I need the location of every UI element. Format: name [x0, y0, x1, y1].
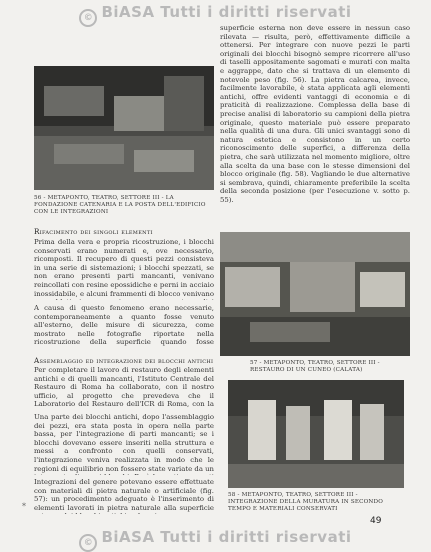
paragraph-top-right: superficie esterna non deve essere in nessun caso rilevata — risulta, però, effettivamente difficile a ottenersi. Per integrare con nuove pezzi le parti originali dei blocchi bisognò sempre ricorrere all'uso di taselli appositamente sagomati e murati con malta e aggrappe, dato che si trattava di un elemento di notevole peso (fig. 56). La pietra calcarea, invece, facilmente lavorabile, è stata applicata agli elementi antichi, offre evidenti vantaggi di economia e di praticità di realizzazione. Complessa della base di precise analisi di laboratorio su campioni della pietra originale, questo materiale può essere preparato nella qualità di una dura. Gli unici svantaggi sono di natura estetica e consistono in un certo riconoscimento delle superfici, a differenza della pietra, che sarà utilizzata nel momento migliore, oltre alla scelta da una base con le stesse dimensioni del blocco originale (fig. 58). Vagliando le due alternative si sembrava, quindi, chiaramente preferibile la scelta della seconda posizione (per l'esecuzione v. sotto p. 55).	[220, 24, 410, 204]
photo-fig56	[34, 66, 214, 190]
paragraph-left5: Integrazioni del genere potevano essere effettuate con materiali di pietra naturale o artificiale (fig. 57): un procedimento adeguato è l'inserimento di elementi lavorati in pietra naturale alla superficie	[34, 478, 214, 512]
caption-fig58: 58 - METAPONTO, TEATRO, SETTORE III - INTEGRAZIONE DELLA MURATURA IN SECONDO TEMPO E MATERIALI CONSERVATI	[228, 492, 383, 512]
seal-icon: ©	[79, 534, 97, 552]
seal-icon: ©	[79, 9, 97, 27]
paragraph-left4: Una parte dei blocchi antichi, dopo l'assemblaggio dei pezzi, era stata posta in opera nella parte bassa, per l'integrazione di parti mancanti; se i blocchi dovevano essere inseriti nella struttura e messi a confronto con quelli conservati, l'integrazione veniva realizzata in modo che le regioni di equilibrio non fossero state variate da un	[34, 413, 214, 473]
caption-fig57: 57 - METAPONTO, TEATRO, SETTORE III - RESTAURO DI UN CUNEO (CALATA)	[250, 360, 380, 373]
photo-fig58	[228, 380, 404, 488]
paragraph-left1: Prima della vera e propria ricostruzione, i blocchi conservati erano numerati e, ove necessario, ricomposti. Il recupero di questi pezzi consisteva in una serie di sistemazioni; i blocchi spezzati, se non erano presenti parti mancanti, venivano reincollati con resine epossidiche e perni in acciaio inossidabile, e alcuni frammenti di blocco venivano	[34, 238, 214, 298]
watermark-text: BiASA Tutti i diritti riservati	[101, 528, 352, 546]
page-number: 49	[370, 516, 382, 526]
heading-rifacimento: Rifacimento dei singoli elementi	[34, 227, 153, 236]
watermark-bottom	[0, 528, 431, 552]
paragraph-left3: Per completare il lavoro di restauro degli elementi antichi e di quelli mancanti, l'Istituto Centrale del Restauro di Roma ha collaborato, con il nostro ufficio, al progetto che prevedeva che il Laboratorio del Restauro dell'ICR di Roma, con la	[34, 366, 214, 409]
paragraph-left2: A causa di questo fenomeno erano necessarie, contemporaneamente a quanto fosse venuto all'esterno, delle misure di sicurezza, come mostrato nelle fotografie riportate nella ricostruzione della superficie quando fosse	[34, 304, 214, 347]
photo-fig57	[220, 232, 410, 356]
heading-assemblaggio: Assemblaggio ed integrazione dei blocchi antichi	[34, 356, 214, 365]
caption-fig56: 56 - METAPONTO, TEATRO, SETTORE III - LA FONDAZIONE CATENARIA E LA POSTA DELL'EDIFICIO CON LE INTEGRAZIONI	[34, 195, 206, 215]
watermark-text: BiASA Tutti i diritti riservati	[101, 3, 352, 21]
page-mark: *	[22, 502, 26, 511]
